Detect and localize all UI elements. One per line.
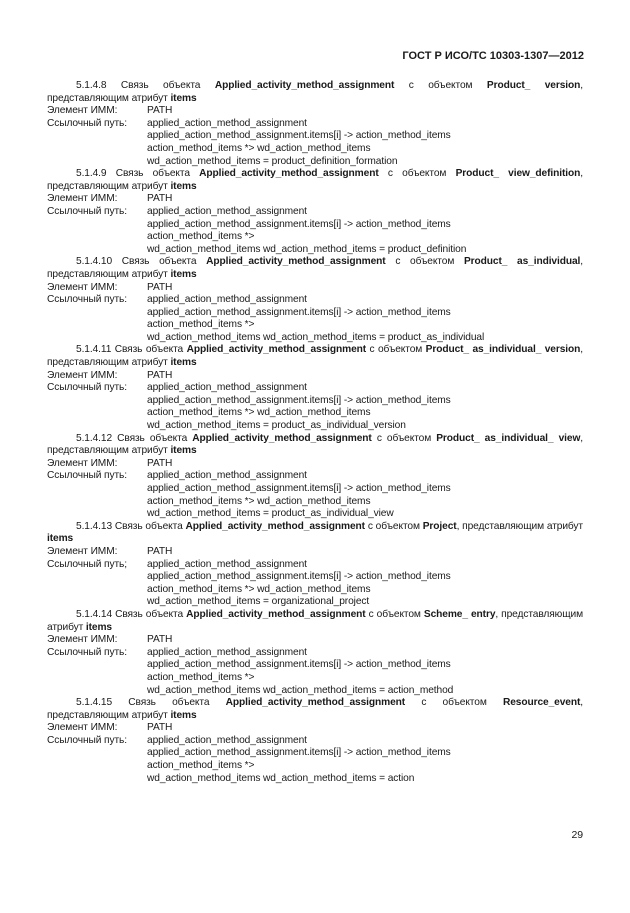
ref-path-line: applied_action_method_assignment	[147, 646, 307, 658]
clause-heading	[47, 521, 583, 546]
ref-path-line: applied_action_method_assignment.items[i] -> action_method_items	[147, 571, 451, 583]
ref-path-line: action_method_items *>	[147, 319, 255, 331]
ref-path-line: applied_action_method_assignment	[147, 294, 307, 306]
heading-target: Product_ as_individual	[463, 256, 581, 268]
heading-entity: Applied_activity_method_assignment	[185, 520, 365, 532]
heading-target: Project	[422, 520, 457, 532]
ref-path-label: Ссылочный путь:	[47, 117, 127, 129]
element-value: PATH	[147, 545, 173, 557]
ref-path-line: wd_action_method_items wd_action_method_items = action	[147, 772, 415, 784]
document-header: ГОСТ Р ИСО/ТС 10303-1307—2012	[402, 50, 584, 62]
element-label: Элемент ИММ:	[47, 193, 118, 205]
ref-path-line: applied_action_method_assignment.items[i] -> action_method_items	[147, 747, 451, 759]
heading-pre: 5.1.4.12 Связь объекта	[76, 432, 193, 444]
heading-mid: с объектом	[366, 344, 426, 356]
heading-mid: с объектом	[371, 432, 437, 444]
ref-path-row	[47, 206, 583, 219]
heading-post: , представляющим атрибут	[47, 432, 583, 457]
heading-target: Product_ as_individual_ version	[425, 344, 581, 356]
ref-path-line: wd_action_method_items = product_as_individual_view	[147, 508, 394, 520]
heading-post: , представляющим атрибут	[47, 256, 584, 280]
ref-path-line: action_method_items *>	[147, 671, 255, 683]
ref-path-row	[47, 294, 583, 307]
ref-path-line: action_method_items *> wd_action_method_items	[147, 495, 371, 507]
heading-attr: items	[170, 92, 197, 104]
ref-path-line: action_method_items *> wd_action_method_items	[147, 407, 371, 419]
ref-path-line: wd_action_method_items wd_action_method_items = product_as_individual	[147, 331, 485, 343]
heading-post: , представляющим атрибут	[47, 344, 583, 369]
ref-path-line: wd_action_method_items = product_as_individual_version	[147, 420, 406, 432]
element-label: Элемент ИММ:	[47, 281, 118, 293]
heading-post: , представляющим атрибут	[47, 697, 583, 721]
ref-path-row	[47, 559, 583, 572]
ref-path-line: applied_action_method_assignment	[147, 117, 307, 129]
element-label: Элемент ИММ:	[47, 457, 118, 469]
heading-post: , представляющим атрибут	[456, 520, 583, 532]
ref-path-row	[47, 382, 583, 395]
clause-section	[47, 168, 583, 256]
heading-pre: 5.1.4.15 Связь объекта	[76, 697, 226, 709]
ref-path-label: Ссылочный путь:	[47, 294, 127, 306]
element-row	[47, 193, 583, 206]
heading-mid: с объектом	[365, 608, 424, 620]
element-value: PATH	[147, 369, 173, 381]
element-row	[47, 370, 583, 383]
ref-path-line: applied_action_method_assignment.items[i] -> action_method_items	[147, 483, 451, 494]
element-value: PATH	[147, 105, 173, 117]
ref-path-line: wd_action_method_items wd_action_method_items = action_method	[147, 684, 454, 696]
heading-mid: с объектом	[385, 256, 464, 268]
ref-path-line: applied_action_method_assignment	[147, 205, 307, 217]
ref-path-row	[47, 470, 583, 483]
element-value: PATH	[147, 722, 173, 734]
heading-target: Product_ view_definition	[455, 168, 581, 180]
heading-post: , представляющим атрибут	[47, 608, 584, 633]
clause-section	[47, 521, 583, 609]
heading-entity: Applied_activity_method_assignment	[199, 168, 379, 180]
heading-post: , представляющим атрибут	[47, 168, 584, 192]
element-row	[47, 546, 583, 559]
element-value: PATH	[147, 193, 173, 205]
heading-mid: с объектом	[405, 697, 503, 709]
heading-attr: items	[170, 445, 197, 457]
heading-target: Resource_event	[502, 697, 581, 709]
ref-path-row	[47, 647, 583, 660]
heading-target: Product_ as_individual_ view	[436, 432, 581, 444]
ref-path-line: applied_action_method_assignment.items[i] -> action_method_items	[147, 306, 451, 318]
heading-mid: с объектом	[364, 520, 423, 532]
heading-pre: 5.1.4.11 Связь объекта	[76, 344, 187, 356]
ref-path-line: applied_action_method_assignment.items[i] -> action_method_items	[147, 130, 451, 142]
heading-entity: Applied_activity_method_assignment	[192, 432, 372, 444]
ref-path-label: Ссылочный путь:	[47, 470, 127, 482]
element-label: Элемент ИММ:	[47, 722, 118, 734]
ref-path-line: wd_action_method_items = product_definition_formation	[147, 155, 398, 167]
heading-entity: Applied_activity_method_assignment	[225, 697, 406, 709]
clause-section	[47, 433, 583, 521]
heading-attr: items	[47, 533, 74, 545]
ref-path-label: Ссылочный путь:	[47, 734, 127, 746]
clause-heading	[47, 609, 583, 634]
document-body	[47, 80, 583, 785]
heading-mid: с объектом	[394, 80, 487, 91]
clause-section	[47, 80, 583, 168]
ref-path-line: applied_action_method_assignment.items[i] -> action_method_items	[147, 394, 451, 406]
ref-path-row	[47, 735, 583, 748]
clause-heading	[47, 344, 583, 369]
element-value: PATH	[147, 457, 173, 469]
element-row	[47, 282, 583, 295]
element-value: PATH	[147, 281, 173, 293]
heading-attr: items	[170, 357, 197, 369]
heading-pre: 5.1.4.10 Связь объекта	[76, 256, 207, 268]
clause-heading	[47, 697, 583, 722]
heading-entity: Applied_activity_method_assignment	[206, 256, 386, 268]
heading-mid: с объектом	[378, 168, 456, 180]
heading-pre: 5.1.4.14 Связь объекта	[76, 608, 187, 620]
heading-entity: Applied_activity_method_assignment	[186, 344, 367, 356]
clause-section	[47, 344, 583, 432]
heading-pre: 5.1.4.8 Связь объекта	[76, 80, 215, 91]
element-label: Элемент ИММ:	[47, 369, 118, 381]
element-label: Элемент ИММ:	[47, 105, 118, 117]
element-row	[47, 458, 583, 471]
clause-section	[47, 609, 583, 697]
clause-heading	[47, 168, 583, 193]
element-value: PATH	[147, 634, 173, 646]
ref-path-line: wd_action_method_items wd_action_method_items = product_definition	[147, 243, 467, 255]
heading-attr: items	[170, 709, 197, 721]
page-number: 29	[571, 829, 583, 841]
heading-attr: items	[170, 268, 197, 280]
ref-path-line: applied_action_method_assignment	[147, 558, 307, 570]
ref-path-line: action_method_items *>	[147, 231, 255, 243]
ref-path-label: Ссылочный путь:	[47, 646, 127, 658]
element-label: Элемент ИММ:	[47, 545, 118, 557]
heading-entity: Applied_activity_method_assignment	[214, 80, 395, 91]
ref-path-line: applied_action_method_assignment.items[i] -> action_method_items	[147, 218, 451, 230]
ref-path-line: applied_action_method_assignment	[147, 382, 307, 394]
ref-path-line: applied_action_method_assignment	[147, 470, 307, 482]
element-label: Элемент ИММ:	[47, 634, 118, 646]
clause-heading	[47, 80, 583, 105]
heading-target: Scheme_ entry	[423, 608, 496, 620]
heading-pre: 5.1.4.13 Связь объекта	[76, 520, 186, 532]
ref-path-line: wd_action_method_items = organizational_project	[147, 596, 370, 608]
heading-pre: 5.1.4.9 Связь объекта	[76, 168, 200, 180]
ref-path-label: Ссылочный путь;	[47, 558, 127, 570]
ref-path-line: applied_action_method_assignment.items[i] -> action_method_items	[147, 659, 451, 671]
element-row	[47, 722, 583, 735]
heading-post: , представляющим атрибут	[47, 80, 583, 104]
ref-path-label: Ссылочный путь:	[47, 382, 127, 394]
clause-heading	[47, 256, 583, 281]
heading-entity: Applied_activity_method_assignment	[186, 608, 366, 620]
ref-path-label: Ссылочный путь:	[47, 205, 127, 217]
heading-attr: items	[170, 180, 197, 192]
element-row	[47, 634, 583, 647]
heading-target: Product_ version	[486, 80, 581, 91]
ref-path-line: applied_action_method_assignment	[147, 734, 307, 746]
clause-heading	[47, 433, 583, 458]
ref-path-line: action_method_items *>	[147, 760, 255, 772]
ref-path-row	[47, 118, 583, 131]
element-row	[47, 105, 583, 118]
ref-path-line: action_method_items *> wd_action_method_items	[147, 583, 371, 595]
clause-section	[47, 697, 583, 785]
heading-attr: items	[85, 621, 112, 633]
clause-section	[47, 256, 583, 344]
ref-path-line: action_method_items *> wd_action_method_items	[147, 142, 371, 154]
